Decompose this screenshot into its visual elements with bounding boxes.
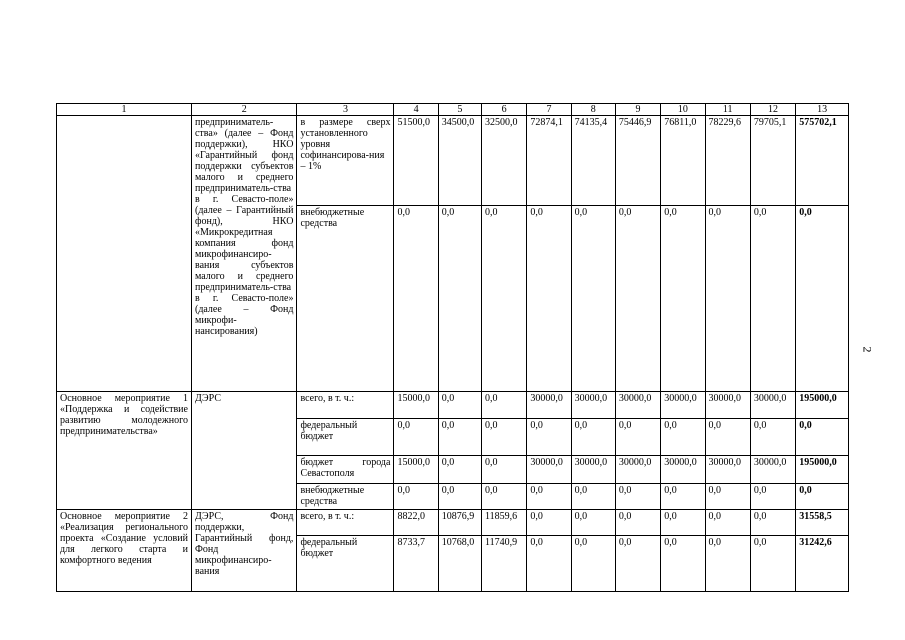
value-cell: 0,0 (705, 484, 750, 510)
value-cell: 79705,1 (750, 116, 795, 206)
value-cell: 0,0 (750, 536, 795, 592)
total-cell: 31242,6 (796, 536, 849, 592)
value-cell: 0,0 (615, 510, 660, 536)
page-number: 2 (860, 346, 875, 353)
total-cell: 195000,0 (796, 456, 849, 484)
header-cell: 11 (705, 104, 750, 116)
total-cell: 0,0 (796, 419, 849, 456)
measure-cell (57, 116, 192, 392)
value-cell: 0,0 (705, 536, 750, 592)
table-row (57, 392, 849, 419)
executor-cell: предприниматель-ства» (далее – Фонд поддержки), НКО «Гарантийный фонд поддержки субъектов малого и среднего предприниматель-ства в г. Севасто-поле» (далее – Гарантийный фонд), НКО «Микрокредитная компания фонд микрофинансиро-вания субъектов малого и среднего предприниматель-ства в г. Севасто-поле» (далее – Фонд микрофи-нансирования) (191, 116, 296, 392)
measure-cell: Основное мероприятие 1 «Поддержка и содействие развитию молодежного предпринимательства» (57, 392, 192, 510)
value-cell: 32500,0 (481, 116, 526, 206)
value-cell: 0,0 (438, 392, 481, 419)
value-cell: 8733,7 (394, 536, 438, 592)
value-cell: 0,0 (615, 484, 660, 510)
value-cell: 0,0 (527, 419, 571, 456)
value-cell: 0,0 (615, 419, 660, 456)
value-cell: 0,0 (750, 206, 795, 392)
source-cell: в размере сверх установленного уровня софинансирова-ния – 1% (297, 116, 394, 206)
value-cell: 15000,0 (394, 456, 438, 484)
header-cell: 5 (438, 104, 481, 116)
value-cell: 0,0 (571, 484, 615, 510)
value-cell: 0,0 (481, 419, 526, 456)
value-cell: 51500,0 (394, 116, 438, 206)
value-cell: 78229,6 (705, 116, 750, 206)
total-cell: 195000,0 (796, 392, 849, 419)
header-cell: 4 (394, 104, 438, 116)
value-cell: 0,0 (705, 206, 750, 392)
source-cell: внебюджетные средства (297, 206, 394, 392)
value-cell: 0,0 (481, 484, 526, 510)
value-cell: 0,0 (481, 456, 526, 484)
value-cell: 0,0 (571, 536, 615, 592)
value-cell: 0,0 (705, 419, 750, 456)
value-cell: 0,0 (661, 419, 705, 456)
value-cell: 0,0 (661, 484, 705, 510)
header-cell: 1 (57, 104, 192, 116)
executor-cell: ДЭРС (191, 392, 296, 510)
value-cell: 72874,1 (527, 116, 571, 206)
value-cell: 0,0 (750, 510, 795, 536)
value-cell: 0,0 (661, 510, 705, 536)
total-cell: 575702,1 (796, 116, 849, 206)
executor-cell: ДЭРС, Фонд поддержки, Гарантийный фонд, Фонд микрофинансиро-вания (191, 510, 296, 592)
header-cell: 2 (191, 104, 296, 116)
value-cell: 0,0 (527, 206, 571, 392)
value-cell: 0,0 (661, 206, 705, 392)
value-cell: 30000,0 (750, 456, 795, 484)
value-cell: 0,0 (527, 484, 571, 510)
value-cell: 10876,9 (438, 510, 481, 536)
source-cell: всего, в т. ч.: (297, 510, 394, 536)
value-cell: 15000,0 (394, 392, 438, 419)
value-cell: 0,0 (527, 536, 571, 592)
value-cell: 30000,0 (571, 392, 615, 419)
value-cell: 8822,0 (394, 510, 438, 536)
value-cell: 0,0 (571, 419, 615, 456)
header-cell: 9 (615, 104, 660, 116)
value-cell: 0,0 (527, 510, 571, 536)
value-cell: 30000,0 (661, 456, 705, 484)
value-cell: 74135,4 (571, 116, 615, 206)
value-cell: 0,0 (661, 536, 705, 592)
value-cell: 0,0 (571, 510, 615, 536)
source-cell: внебюджетные средства (297, 484, 394, 510)
header-cell: 10 (661, 104, 705, 116)
budget-table (56, 103, 849, 592)
header-cell: 13 (796, 104, 849, 116)
value-cell: 0,0 (394, 419, 438, 456)
value-cell: 0,0 (438, 419, 481, 456)
header-cell: 8 (571, 104, 615, 116)
value-cell: 0,0 (438, 456, 481, 484)
value-cell: 34500,0 (438, 116, 481, 206)
value-cell: 0,0 (481, 392, 526, 419)
value-cell: 0,0 (438, 484, 481, 510)
value-cell: 0,0 (394, 206, 438, 392)
value-cell: 30000,0 (705, 392, 750, 419)
source-cell: федеральный бюджет (297, 536, 394, 592)
value-cell: 0,0 (750, 419, 795, 456)
value-cell: 0,0 (571, 206, 615, 392)
value-cell: 11740,9 (481, 536, 526, 592)
value-cell: 0,0 (615, 536, 660, 592)
value-cell: 0,0 (394, 484, 438, 510)
header-cell: 7 (527, 104, 571, 116)
value-cell: 30000,0 (571, 456, 615, 484)
value-cell: 30000,0 (615, 456, 660, 484)
table-row (57, 116, 849, 206)
header-cell: 6 (481, 104, 526, 116)
measure-cell: Основное мероприятие 2 «Реализация регионального проекта «Создание условий для легкого старта и комфортного ведения (57, 510, 192, 592)
value-cell: 0,0 (438, 206, 481, 392)
value-cell: 30000,0 (527, 392, 571, 419)
source-cell: всего, в т. ч.: (297, 392, 394, 419)
header-row (57, 104, 849, 116)
value-cell: 30000,0 (527, 456, 571, 484)
source-cell: бюджет города Севастополя (297, 456, 394, 484)
total-cell: 0,0 (796, 484, 849, 510)
total-cell: 0,0 (796, 206, 849, 392)
value-cell: 0,0 (481, 206, 526, 392)
value-cell: 75446,9 (615, 116, 660, 206)
value-cell: 76811,0 (661, 116, 705, 206)
value-cell: 0,0 (615, 206, 660, 392)
value-cell: 0,0 (750, 484, 795, 510)
value-cell: 10768,0 (438, 536, 481, 592)
source-cell: федеральный бюджет (297, 419, 394, 456)
total-cell: 31558,5 (796, 510, 849, 536)
value-cell: 30000,0 (750, 392, 795, 419)
header-cell: 12 (750, 104, 795, 116)
value-cell: 11859,6 (481, 510, 526, 536)
value-cell: 30000,0 (661, 392, 705, 419)
value-cell: 30000,0 (705, 456, 750, 484)
table-row (57, 510, 849, 536)
header-cell: 3 (297, 104, 394, 116)
value-cell: 30000,0 (615, 392, 660, 419)
value-cell: 0,0 (705, 510, 750, 536)
